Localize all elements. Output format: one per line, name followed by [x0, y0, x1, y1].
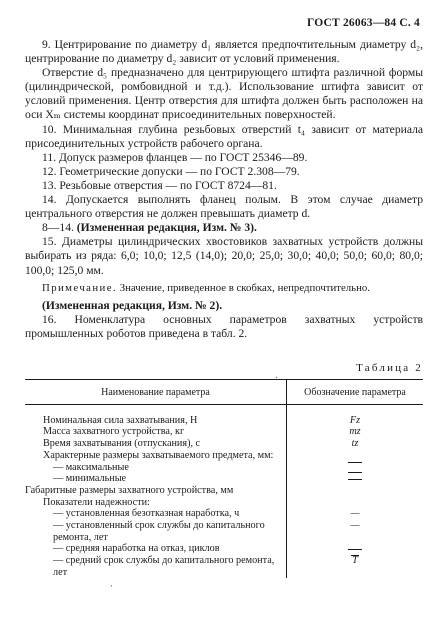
table-row	[25, 462, 423, 474]
standard-page-header: ГОСТ 26063—84 С. 4	[307, 17, 420, 29]
paragraph-10: 10. Минимальная глубина резьбовых отверстий t₄ зависит от материала присоединительных устройств рабочего органа.	[25, 122, 423, 150]
note-label: Примечание.	[42, 281, 117, 294]
parameter-name: Время захватывания (отпускания), с	[25, 438, 287, 450]
table-row	[25, 555, 423, 578]
table-caption: Таблица 2	[356, 362, 423, 374]
table-row	[25, 404, 423, 426]
parameter-symbol	[287, 438, 424, 450]
table-row	[25, 543, 423, 555]
table-row	[25, 438, 423, 450]
parameter-name: — средняя наработка на отказ, циклов	[25, 543, 287, 555]
line-mark	[348, 479, 362, 480]
table-row	[25, 520, 423, 543]
amendment-izm-2: (Измененная редакция, Изм. № 2).	[42, 298, 223, 312]
note-text: Значение, приведенное в скобках, непредпочтительно.	[117, 281, 370, 294]
table-header-row	[25, 379, 423, 404]
parameter-symbol	[287, 497, 424, 509]
parameter-symbol	[287, 426, 424, 438]
parameter-symbol	[287, 473, 424, 485]
parameters-table	[25, 379, 423, 579]
amendment-prefix: 8—14.	[42, 221, 77, 235]
parameter-name: — установленный срок службы до капитального ремонта, лет	[25, 520, 287, 543]
paragraph-9: 9. Центрирование по диаметру d₁ является предпочтительным диаметру d₂, центрирование по диаметру d₂ зависит от условий применения.	[25, 38, 423, 66]
parameter-name: — установленная безотказная наработка, ч	[25, 508, 287, 520]
table-row	[25, 497, 423, 509]
symbol-text: tz	[351, 438, 359, 450]
parameter-symbol	[287, 450, 424, 462]
symbol-overbar: T	[352, 555, 358, 567]
parameter-name: Габаритные размеры захватного устройства, мм	[25, 485, 287, 497]
parameter-name: Показатели надежности:	[25, 497, 287, 509]
parameter-name: Характерные размеры захватываемого предмета, мм:	[25, 450, 287, 462]
symbol-text: —	[350, 508, 360, 520]
parameter-symbol	[287, 404, 424, 426]
table-2	[25, 363, 423, 578]
table-row	[25, 508, 423, 520]
note	[25, 282, 423, 295]
document-body	[25, 38, 423, 341]
parameter-name: — максимальные	[25, 462, 287, 474]
parameter-name: Номинальная сила захватывания, Н	[25, 404, 287, 426]
symbol-text: Fz	[349, 414, 361, 426]
parameter-name: — минимальные	[25, 473, 287, 485]
table-row	[25, 450, 423, 462]
parameter-symbol	[287, 543, 424, 555]
table-row	[25, 473, 423, 485]
line-mark	[348, 549, 362, 550]
double-line-mark	[348, 462, 362, 473]
page-mark: ‚	[110, 579, 113, 588]
parameter-symbol	[287, 485, 424, 497]
parameter-symbol	[287, 462, 424, 474]
parameter-symbol	[287, 520, 424, 543]
paragraph-14: 14. Допускается выполнять фланец полым. В этом случае диаметр центрального отверстия не должен превышать диаметр d.	[25, 193, 423, 221]
parameter-name: Масса захватного устройства, кг	[25, 426, 287, 438]
table-row	[25, 485, 423, 497]
paragraph-15: 15. Диаметры цилиндрических хвостовиков захватных устройств должны выбирать из ряда: 6,0; 10,0; 12,5 (14,0); 20,0; 25,0; 30,0; 40,0; 50,0; 60,0; 80,0; 100,0; 125,0 мм.	[25, 235, 423, 277]
amendment-8-14	[25, 221, 423, 235]
symbol-text: —	[350, 520, 360, 532]
parameter-name: — средний срок службы до капитального ремонта, лет	[25, 555, 287, 578]
parameter-symbol	[287, 508, 424, 520]
paragraph-13: 13. Резьбовые отверстия — по ГОСТ 8724—81.	[42, 178, 277, 192]
amendment-text: (Измененная редакция, Изм. № 3).	[76, 221, 257, 235]
table-row	[25, 426, 423, 438]
paragraph-12: 12. Геометрические допуски — по ГОСТ 2.308—79.	[42, 164, 300, 178]
parameter-symbol	[287, 555, 424, 578]
paragraph-16: 16. Номенклатура основных параметров захватных устройств промышленных роботов приведена в табл. 2.	[25, 312, 423, 340]
tick-mark: ·	[275, 373, 279, 384]
symbol-text: mz	[349, 426, 361, 438]
header-parameter-name: Наименование параметра	[25, 379, 287, 404]
paragraph-11: 11. Допуск размеров фланцев — по ГОСТ 25346—89.	[42, 150, 308, 164]
header-parameter-symbol: Обозначение параметра	[287, 379, 424, 404]
table-body	[25, 404, 423, 578]
paragraph-9-continued: Отверстие d₅ предназначено для центрирующего штифта различной формы (цилиндрической, ромбовидной и т.д.). Использование штифта зависит от условий применения. Центр отверстия для штифта должен быть расположен на оси Xₘ системы координат присоединительных поверхностей.	[25, 66, 423, 122]
